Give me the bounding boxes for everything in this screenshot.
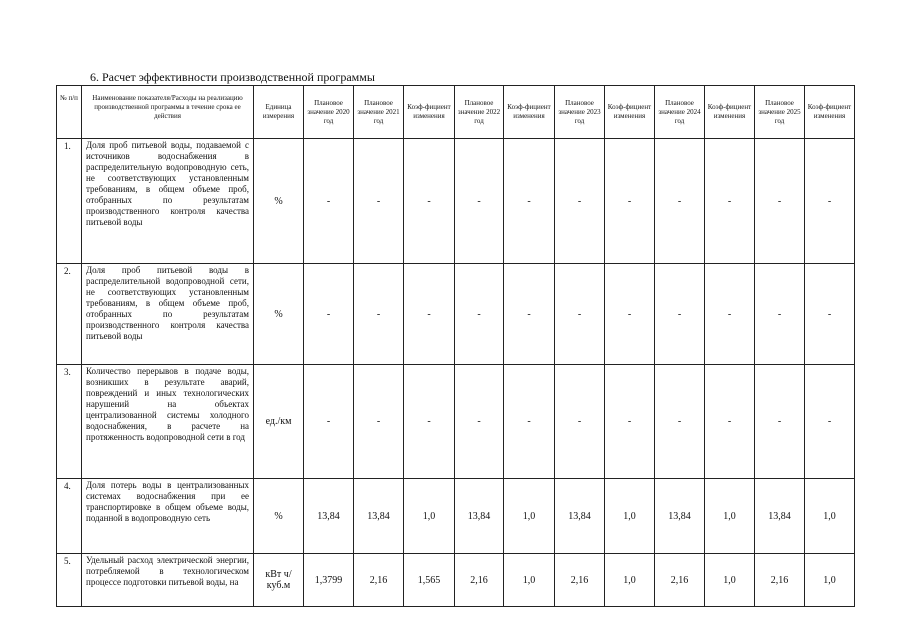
row-number: 4. [57,479,82,554]
value-cell: 2,16 [555,554,605,607]
row-number: 1. [57,139,82,264]
indicator-name: Доля проб питьевой воды в распределительной водопроводной сети, не соответствующих установленным требованиям, в общем объеме проб, отобранных по результатам производственного контроля качества питьевой воды [82,264,254,365]
value-cell: 2,16 [354,554,404,607]
header-plan-2020: Плановое значение 2020 год [304,86,354,139]
value-cell: - [354,264,404,365]
value-cell: - [304,365,354,479]
value-cell: 13,84 [304,479,354,554]
value-cell: - [755,264,805,365]
value-cell: - [555,264,605,365]
header-coef-2021: Коэф-фициент изменения [404,86,455,139]
value-cell: - [504,139,555,264]
value-cell: - [755,139,805,264]
table-row [57,264,855,365]
value-cell: 1,565 [404,554,455,607]
header-coef-2023: Коэф-фициент изменения [605,86,655,139]
value-cell: 1,3799 [304,554,354,607]
header-plan-2023: Плановое значение 2023 год [555,86,605,139]
value-cell: - [304,139,354,264]
value-cell: 13,84 [755,479,805,554]
table-header-row [57,86,855,139]
efficiency-table [56,85,855,607]
row-number: 5. [57,554,82,607]
value-cell: - [455,139,504,264]
header-indicator-name: Наименование показателя/Расходы на реализацию производственной программы в течение срока ее действия [82,86,254,139]
value-cell: - [655,139,705,264]
unit-cell: % [254,139,304,264]
value-cell: - [504,264,555,365]
value-cell: - [705,264,755,365]
value-cell: - [805,139,855,264]
value-cell: - [705,139,755,264]
value-cell: 1,0 [705,554,755,607]
value-cell: - [605,139,655,264]
value-cell: - [555,139,605,264]
value-cell: - [354,365,404,479]
value-cell: 2,16 [655,554,705,607]
value-cell: - [605,365,655,479]
indicator-name: Удельный расход электрической энергии, потребляемой в технологическом процессе подготовки питьевой воды, на [82,554,254,607]
page-title: 6. Расчет эффективности производственной программы [90,70,375,84]
indicator-name: Доля проб питьевой воды, подаваемой с источников водоснабжения в распределительную водопроводную сеть, не соответствующих установленным требованиям, в общем объеме проб, отобранных по результатам производственного контроля качества питьевой воды [82,139,254,264]
header-plan-2025: Плановое значение 2025 год [755,86,805,139]
row-number: 2. [57,264,82,365]
header-coef-2024: Коэф-фициент изменения [705,86,755,139]
value-cell: 1,0 [504,479,555,554]
value-cell: - [504,365,555,479]
value-cell: - [805,365,855,479]
value-cell: - [404,139,455,264]
value-cell: 13,84 [354,479,404,554]
value-cell: 13,84 [455,479,504,554]
row-number: 3. [57,365,82,479]
value-cell: - [605,264,655,365]
value-cell: - [655,365,705,479]
header-plan-2022: Плановое значение 2022 год [455,86,504,139]
value-cell: 1,0 [705,479,755,554]
value-cell: - [304,264,354,365]
table-row [57,139,855,264]
value-cell: 1,0 [805,479,855,554]
value-cell: 1,0 [605,554,655,607]
value-cell: - [455,365,504,479]
table-row [57,479,855,554]
value-cell: - [805,264,855,365]
header-unit: Единица измерения [254,86,304,139]
value-cell: 1,0 [504,554,555,607]
unit-cell: % [254,479,304,554]
value-cell: - [404,365,455,479]
value-cell: - [404,264,455,365]
unit-cell: % [254,264,304,365]
unit-cell: ед./км [254,365,304,479]
header-number: № п/п [57,86,82,139]
header-plan-2021: Плановое значение 2021 год [354,86,404,139]
indicator-name: Доля потерь воды в централизованных системах водоснабжения при ее транспортировке в общем объеме воды, поданной в водопроводную сеть [82,479,254,554]
value-cell: 13,84 [655,479,705,554]
header-coef-2025: Коэф-фициент изменения [805,86,855,139]
header-plan-2024: Плановое значение 2024 год [655,86,705,139]
value-cell: 1,0 [605,479,655,554]
value-cell: 1,0 [805,554,855,607]
value-cell: - [455,264,504,365]
value-cell: 2,16 [455,554,504,607]
table-row [57,365,855,479]
table-row [57,554,855,607]
value-cell: - [655,264,705,365]
value-cell: 13,84 [555,479,605,554]
unit-cell: кВт ч/куб.м [254,554,304,607]
value-cell: - [755,365,805,479]
value-cell: - [354,139,404,264]
indicator-name: Количество перерывов в подаче воды, возникших в результате аварий, повреждений и иных технологических нарушений на объектах централизованной системы холодного водоснабжения, в расчете на протяженность водопроводной сети в год [82,365,254,479]
value-cell: - [555,365,605,479]
value-cell: - [705,365,755,479]
value-cell: 2,16 [755,554,805,607]
value-cell: 1,0 [404,479,455,554]
header-coef-2022: Коэф-фициент изменения [504,86,555,139]
